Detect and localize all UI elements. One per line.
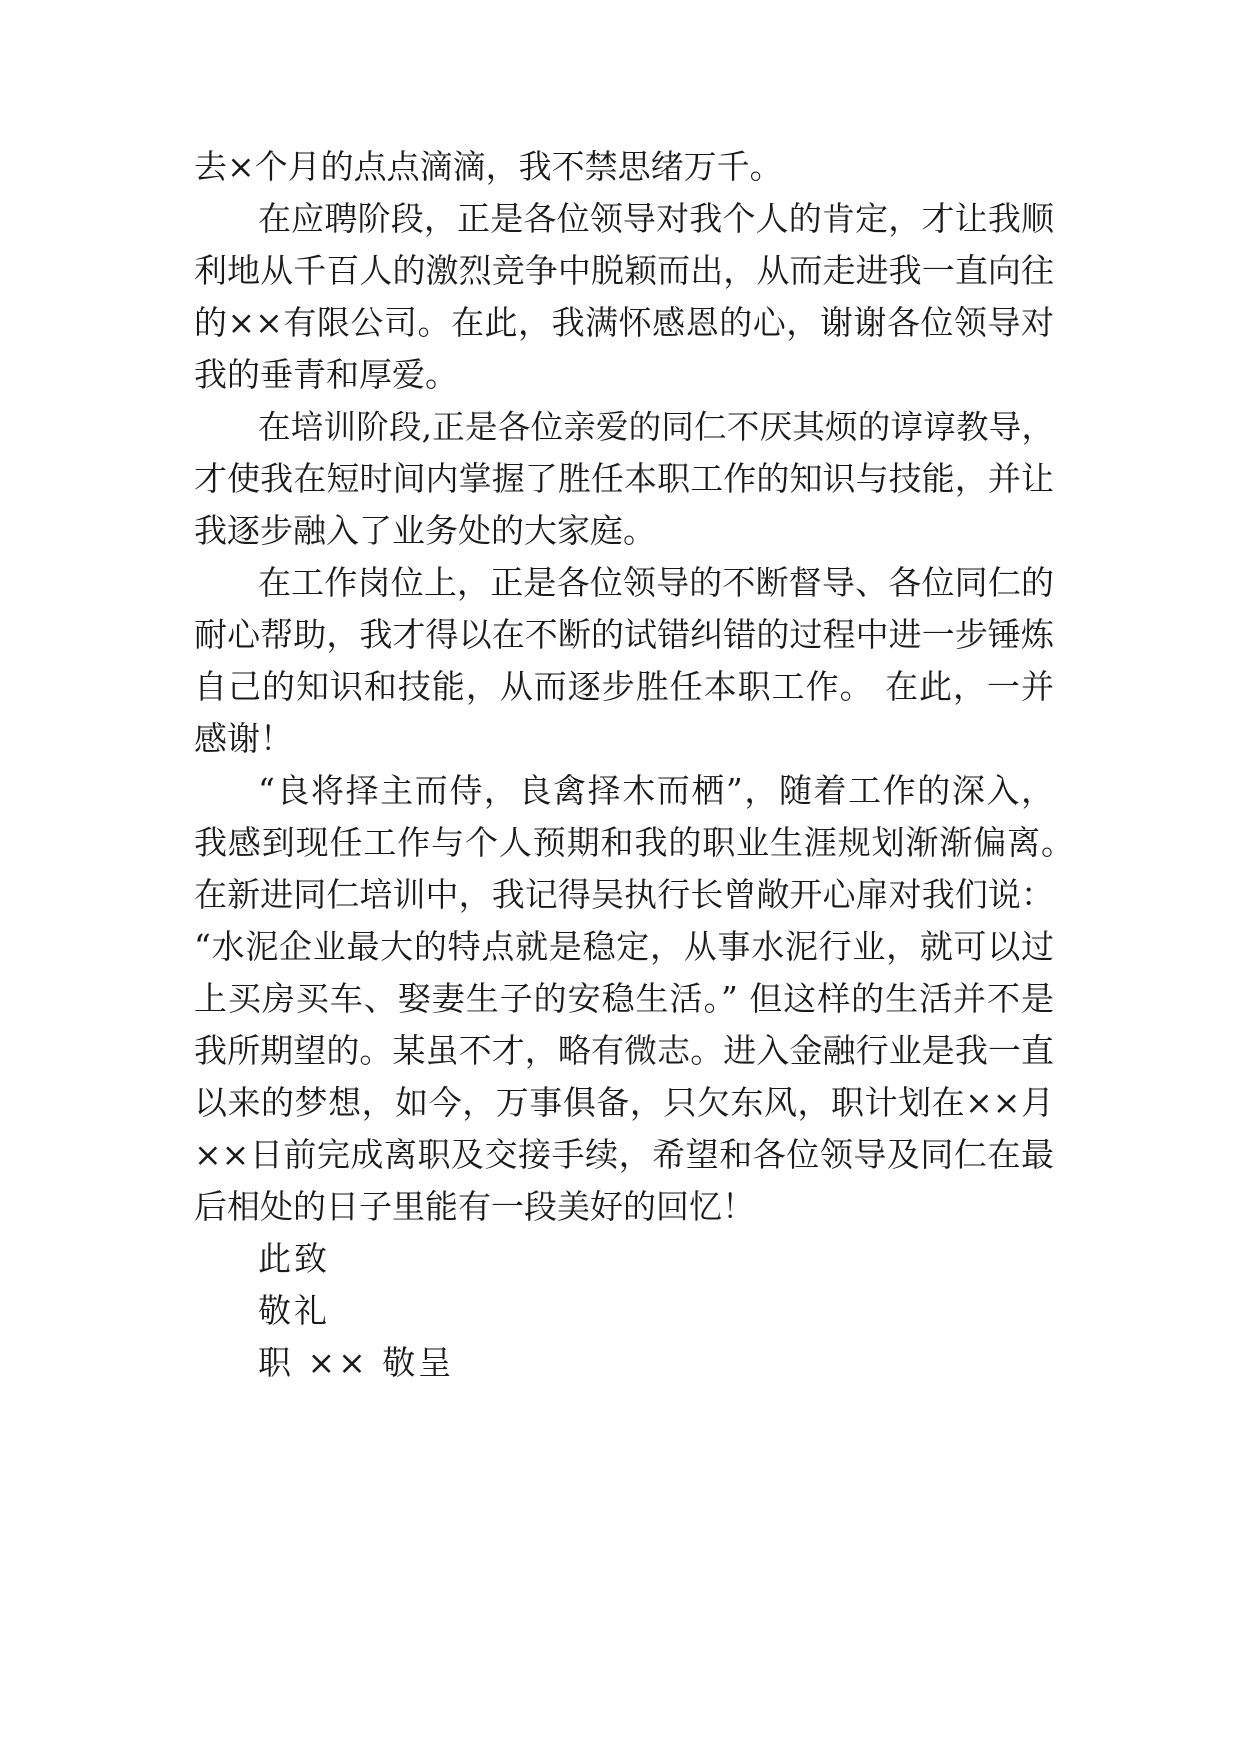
text-line: 自己的知识和技能，从而逐步胜任本职工作。 在此，一并 xyxy=(194,667,1054,706)
text-line: 在新进同仁培训中，我记得吴执行长曾敞开心扉对我们说： xyxy=(194,875,1054,914)
text-line: 感谢！ xyxy=(194,719,293,758)
text-line: 去×个月的点点滴滴，我不禁思绪万千。 xyxy=(194,147,783,186)
text-line: “良将择主而侍，良禽择木而栖”，随着工作的深入， xyxy=(258,771,1054,810)
text-line: 我所期望的。某虽不才，略有微志。进入金融行业是我一直 xyxy=(194,1031,1054,1070)
closing-regards: 敬礼 xyxy=(258,1291,330,1330)
text-line: 后相处的日子里能有一段美好的回忆！ xyxy=(194,1187,755,1226)
text-line: 耐心帮助，我才得以在不断的试错纠错的过程中进一步锤炼 xyxy=(194,615,1054,654)
text-line: 才使我在短时间内掌握了胜任本职工作的知识与技能，并让 xyxy=(194,459,1054,498)
text-line: 我逐步融入了业务处的大家庭。 xyxy=(194,511,656,550)
text-line: 利地从千百人的激烈竞争中脱颖而出，从而走进我一直向往 xyxy=(194,251,1054,290)
text-line: 我的垂青和厚爱。 xyxy=(194,355,458,394)
closing-salutation: 此致 xyxy=(258,1239,330,1278)
text-line: 在培训阶段,正是各位亲爱的同仁不厌其烦的谆谆教导， xyxy=(258,408,1054,446)
text-line: 的××有限公司。在此，我满怀感恩的心，谢谢各位领导对 xyxy=(194,303,1054,342)
text-line: 在工作岗位上，正是各位领导的不断督导、各位同仁的 xyxy=(258,563,1054,602)
text-line: “水泥企业最大的特点就是稳定，从事水泥行业，就可以过 xyxy=(194,927,1054,966)
text-line: 我感到现任工作与个人预期和我的职业生涯规划渐渐偏离。 xyxy=(194,823,1074,862)
text-line: ××日前完成离职及交接手续，希望和各位领导及同仁在最 xyxy=(194,1135,1054,1174)
text-line: 在应聘阶段，正是各位领导对我个人的肯定，才让我顺 xyxy=(258,199,1054,238)
text-line: 上买房买车、娶妻生子的安稳生活。” 但这样的生活并不是 xyxy=(194,979,1054,1018)
text-line: 以来的梦想，如今，万事俱备，只欠东风，职计划在××月 xyxy=(194,1083,1054,1122)
signature-line: 职 ×× 敬呈 xyxy=(258,1343,455,1382)
